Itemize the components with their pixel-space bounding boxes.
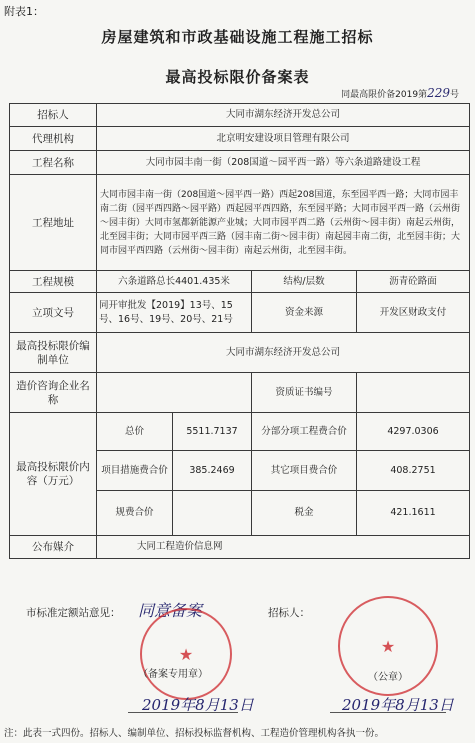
row-price-total bbox=[10, 413, 470, 451]
qualification-value bbox=[357, 373, 470, 413]
price-block-label: 最高投标限价内容（万元） bbox=[10, 413, 97, 536]
seal-star-icon: ★ bbox=[178, 644, 194, 664]
row-project-name bbox=[10, 151, 470, 175]
total-label: 总价 bbox=[97, 413, 173, 451]
project-name-value: 大同市园丰南一街（208国道～园平西一路）等六条道路建设工程 bbox=[97, 151, 470, 175]
title-line-2: 最高投标限价备案表 bbox=[165, 68, 310, 86]
seal-star-icon-2: ★ bbox=[380, 636, 396, 656]
measures-label: 项目措施费合价 bbox=[97, 451, 173, 491]
row-agent bbox=[10, 127, 470, 151]
row-scale bbox=[10, 271, 470, 293]
total-value: 5511.7137 bbox=[173, 413, 252, 451]
filing-seal bbox=[140, 608, 232, 700]
agent-value: 北京明安建设项目管理有限公司 bbox=[97, 127, 470, 151]
compiler-value: 大同市湖东经济开发总公司 bbox=[97, 333, 470, 373]
qualification-label: 资质证书编号 bbox=[252, 373, 357, 413]
right-date: 2019年8月13日 bbox=[342, 696, 454, 714]
row-compiler bbox=[10, 333, 470, 373]
title-line-1: 房屋建筑和市政基础设施工程施工招标 bbox=[101, 28, 374, 46]
fund-source-value: 开发区财政支付 bbox=[357, 293, 470, 333]
project-address-label: 工程地址 bbox=[10, 175, 97, 271]
left-date: 2019年8月13日 bbox=[142, 696, 254, 714]
subitem-value: 4297.0306 bbox=[357, 413, 470, 451]
approval-label: 立项文号 bbox=[10, 293, 97, 333]
fees-label: 规费合价 bbox=[97, 491, 173, 536]
tenderer-seal-note: （公章） bbox=[368, 672, 408, 683]
fund-source-label: 资金来源 bbox=[252, 293, 357, 333]
footnote: 注：此表一式四份。招标人、编制单位、招标投标监督机构、工程造价管理机构各执一份。 bbox=[4, 728, 385, 739]
row-tenderer bbox=[10, 104, 470, 127]
measures-value: 385.2469 bbox=[173, 451, 252, 491]
consult-value bbox=[97, 373, 252, 413]
doc-number-suffix: 号 bbox=[449, 90, 459, 100]
tax-value: 421.1611 bbox=[357, 491, 470, 536]
subitem-label: 分部分项工程费合价 bbox=[252, 413, 357, 451]
project-name-label: 工程名称 bbox=[10, 151, 97, 175]
document-number bbox=[341, 86, 459, 100]
scale-label: 工程规模 bbox=[10, 271, 97, 293]
doc-number-prefix: 同最高限价备2019第 bbox=[341, 90, 428, 100]
attachment-label: 附表1： bbox=[4, 5, 44, 18]
consult-label: 造价咨询企业名称 bbox=[10, 373, 97, 413]
row-approval bbox=[10, 293, 470, 333]
tenderer-label: 招标人 bbox=[10, 104, 97, 127]
doc-number-handwritten: 229 bbox=[427, 86, 450, 100]
structure-value: 沥青砼路面 bbox=[357, 271, 470, 293]
standards-station-label: 市标准定额站意见： bbox=[26, 607, 121, 619]
media-label: 公布媒介 bbox=[10, 536, 97, 559]
tax-label: 税金 bbox=[252, 491, 357, 536]
other-label: 其它项目费合价 bbox=[252, 451, 357, 491]
tenderer-value: 大同市湖东经济开发总公司 bbox=[97, 104, 470, 127]
other-value: 408.2751 bbox=[357, 451, 470, 491]
structure-label: 结构/层数 bbox=[252, 271, 357, 293]
left-date-underline bbox=[128, 712, 238, 713]
row-media bbox=[10, 536, 470, 559]
filing-table bbox=[9, 103, 470, 559]
media-value: 大同工程造价信息网 bbox=[97, 536, 470, 559]
compiler-label: 最高投标限价编制单位 bbox=[10, 333, 97, 373]
approval-handwritten: 同意备案 bbox=[138, 601, 203, 620]
agent-label: 代理机构 bbox=[10, 127, 97, 151]
right-date-underline bbox=[330, 712, 446, 713]
filing-seal-note: （备案专用章） bbox=[138, 669, 208, 680]
scale-value: 六条道路总长4401.435米 bbox=[97, 271, 252, 293]
fees-value bbox=[173, 491, 252, 536]
row-consult bbox=[10, 373, 470, 413]
approval-value: 同开审批发【2019】13号、15号、16号、19号、20号、21号 bbox=[97, 293, 252, 333]
project-address-value: 大同市园丰南一街（208国道～园平西一路）西起208国道，东至园平西一路；大同市园丰南二街（园平西四路～园平路）西起园平西四路，东至园平路；大同市园平西一路（云州街～园丰街）大同市氢都新能源产业城；大同市园平西二路（云州街～园丰街）南起云州街，北至园丰街；大同市园平西三路（园丰南二街～园丰街）南起园丰南二街，北至园丰街；大同市园平西四路（云州街～园丰街）南起云州街，北至园丰街。 bbox=[97, 175, 470, 271]
row-project-address bbox=[10, 175, 470, 271]
tenderer-sign-label: 招标人： bbox=[268, 607, 310, 619]
